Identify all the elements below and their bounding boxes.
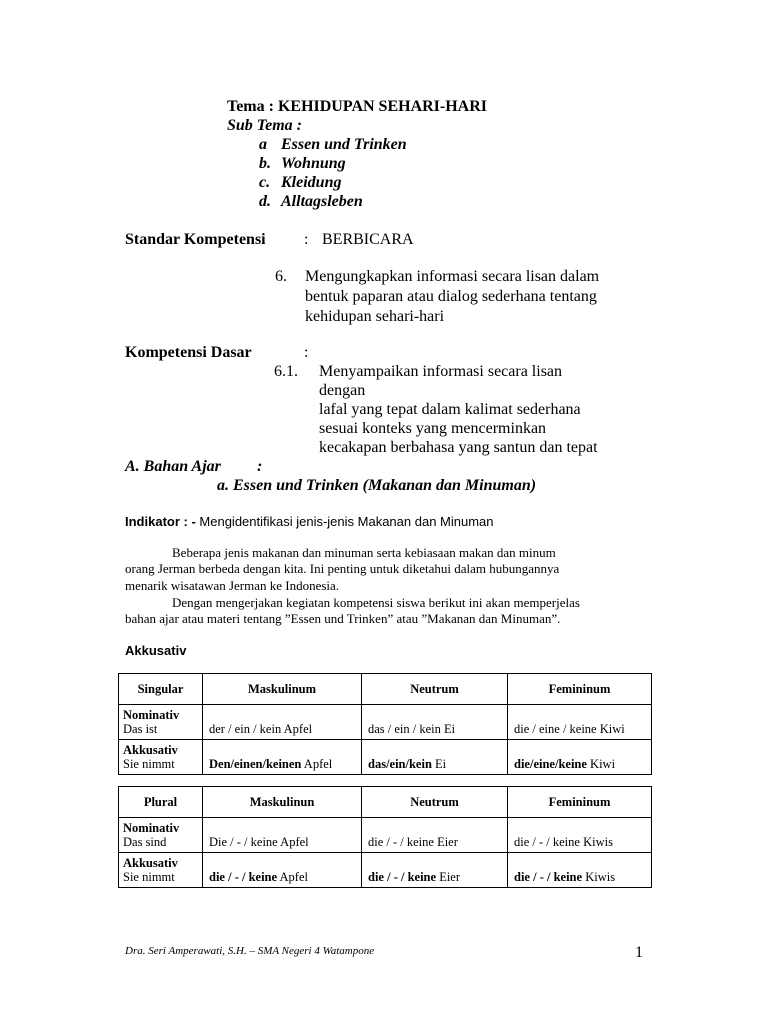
standar-kompetensi-label: Standar Kompetensi bbox=[125, 231, 266, 248]
bahan-ajar-label: A. Bahan Ajar bbox=[125, 458, 221, 475]
case-cell: Akkusativ Sie nimmt bbox=[119, 740, 203, 775]
header-neutrum: Neutrum bbox=[362, 787, 508, 818]
footer-author: Dra. Seri Amperawati, S.H. – SMA Negeri 4 Watampone bbox=[125, 945, 375, 957]
case-cell: Akkusativ Sie nimmt bbox=[119, 853, 203, 888]
dasar-number: 6.1. bbox=[274, 363, 298, 380]
header-plural: Plural bbox=[119, 787, 203, 818]
table-cell: die / eine / keine Kiwi bbox=[508, 705, 652, 740]
table-row bbox=[119, 818, 652, 853]
header-neutrum: Neutrum bbox=[362, 674, 508, 705]
standar-number: 6. bbox=[275, 268, 287, 285]
table-cell: Den/einen/keinen Apfel bbox=[203, 740, 362, 775]
table-cell: das/ein/kein Ei bbox=[362, 740, 508, 775]
standar-line-2: bentuk paparan atau dialog sederhana tentang bbox=[305, 288, 597, 305]
sub-item-c: c. Kleidung bbox=[259, 174, 342, 191]
paragraph-1-line-2: orang Jerman berbeda dengan kita. Ini penting untuk diketahui dalam hubungannya bbox=[125, 561, 560, 576]
table-row bbox=[119, 705, 652, 740]
dasar-line-5: kecakapan berbahasa yang santun dan tepat bbox=[319, 439, 598, 456]
sub-item-b: b. Wohnung bbox=[259, 155, 346, 172]
paragraph-1-line-3: menarik wisatawan Jerman ke Indonesia. bbox=[125, 578, 340, 593]
header-femininum: Femininum bbox=[508, 787, 652, 818]
bahan-ajar-sub: a. Essen und Trinken (Makanan dan Minuman) bbox=[217, 477, 537, 494]
standar-value: BERBICARA bbox=[322, 231, 414, 248]
paragraph-2-line-2: bahan ajar atau materi tentang ”Essen und Trinken” atau ”Makanan dan Minuman”. bbox=[125, 611, 561, 626]
sub-item-d: d. Alltagsleben bbox=[259, 193, 363, 210]
dasar-colon: : bbox=[304, 344, 309, 361]
table-cell: die/eine/keine Kiwi bbox=[508, 740, 652, 775]
table-cell: die / - / keine Kiwis bbox=[508, 818, 652, 853]
dasar-line-3: lafal yang tepat dalam kalimat sederhana bbox=[319, 401, 581, 418]
table-cell: Die / - / keine Apfel bbox=[203, 818, 362, 853]
table-cell: die / - / keine Apfel bbox=[203, 853, 362, 888]
paragraph-1-line-1: Beberapa jenis makanan dan minuman serta kebiasaan makan dan minum bbox=[172, 545, 556, 560]
standar-line-1: Mengungkapkan informasi secara lisan dalam bbox=[305, 268, 600, 285]
indikator-line: Indikator : - Mengidentifikasi jenis-jenis Makanan dan Minuman bbox=[125, 514, 494, 529]
table-cell: die / - / keine Kiwis bbox=[508, 853, 652, 888]
singular-table bbox=[118, 673, 652, 775]
standar-line-3: kehidupan sehari-hari bbox=[305, 308, 445, 325]
sub-item-a: a Essen und Trinken bbox=[259, 136, 407, 153]
table-header-row bbox=[119, 674, 652, 705]
page-number: 1 bbox=[635, 944, 643, 961]
sub-tema-label: Sub Tema : bbox=[227, 117, 302, 134]
dasar-line-1: Menyampaikan informasi secara lisan bbox=[319, 363, 563, 380]
table-cell: die / - / keine Eier bbox=[362, 818, 508, 853]
bahan-ajar-colon: : bbox=[257, 458, 263, 475]
table-row bbox=[119, 740, 652, 775]
plural-table bbox=[118, 786, 652, 888]
table-header-row bbox=[119, 787, 652, 818]
table-cell: die / - / keine Eier bbox=[362, 853, 508, 888]
dasar-line-2: dengan bbox=[319, 382, 366, 399]
kompetensi-dasar-label: Kompetensi Dasar bbox=[125, 344, 252, 361]
case-cell: Nominativ Das ist bbox=[119, 705, 203, 740]
header-maskulinum: Maskulinum bbox=[203, 674, 362, 705]
table-row bbox=[119, 853, 652, 888]
table-cell: der / ein / kein Apfel bbox=[203, 705, 362, 740]
case-cell: Nominativ Das sind bbox=[119, 818, 203, 853]
akkusativ-heading: Akkusativ bbox=[125, 643, 187, 658]
table-cell: das / ein / kein Ei bbox=[362, 705, 508, 740]
header-singular: Singular bbox=[119, 674, 203, 705]
header-femininum: Femininum bbox=[508, 674, 652, 705]
tema-title: Tema : KEHIDUPAN SEHARI-HARI bbox=[227, 98, 488, 115]
header-maskulinun: Maskulinun bbox=[203, 787, 362, 818]
dasar-line-4: sesuai konteks yang mencerminkan bbox=[319, 420, 547, 437]
paragraph-2-line-1: Dengan mengerjakan kegiatan kompetensi siswa berikut ini akan memperjelas bbox=[172, 595, 580, 610]
standar-colon: : bbox=[304, 231, 309, 248]
